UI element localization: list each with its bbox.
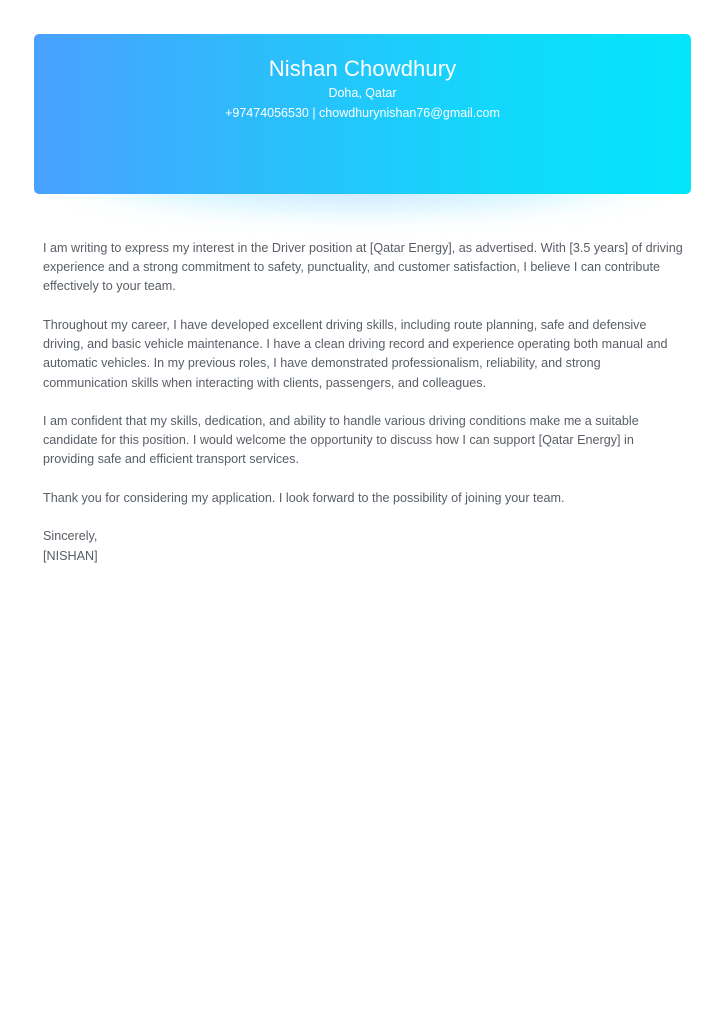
letter-paragraph-2: Throughout my career, I have developed excellent driving skills, including route planning, safe and defensive driving, and basic vehicle maintenance. I have a clean driving record and experience operating both manual and automatic vehicles. In my previous roles, I have demonstrated professionalism, reliability, and strong communication skills when interacting with clients, passengers, and colleagues. bbox=[43, 317, 668, 390]
header-banner bbox=[34, 34, 691, 194]
letter-paragraph-1: I am writing to express my interest in the Driver position at [Qatar Energy], as advertised. With [3.5 years] of driving experience and a strong commitment to safety, punctuality, and customer satisfaction, I believe I can contribute effectively to your team. bbox=[43, 241, 683, 294]
applicant-contact: +97474056530 | chowdhurynishan76@gmail.com bbox=[225, 106, 500, 120]
letter-closing: Sincerely, bbox=[43, 529, 98, 544]
cover-letter-body bbox=[43, 239, 683, 566]
letter-paragraph-4: Thank you for considering my application. I look forward to the possibility of joining your team. bbox=[43, 490, 565, 505]
applicant-name: Nishan Chowdhury bbox=[268, 56, 457, 81]
applicant-location: Doha, Qatar bbox=[328, 86, 397, 100]
letter-signature: [NISHAN] bbox=[43, 548, 98, 563]
letter-paragraph-3: I am confident that my skills, dedication, and ability to handle various driving conditions make me a suitable candidate for this position. I would welcome the opportunity to discuss how I can support [Qatar Energy] in providing safe and efficient transport services. bbox=[43, 414, 639, 467]
